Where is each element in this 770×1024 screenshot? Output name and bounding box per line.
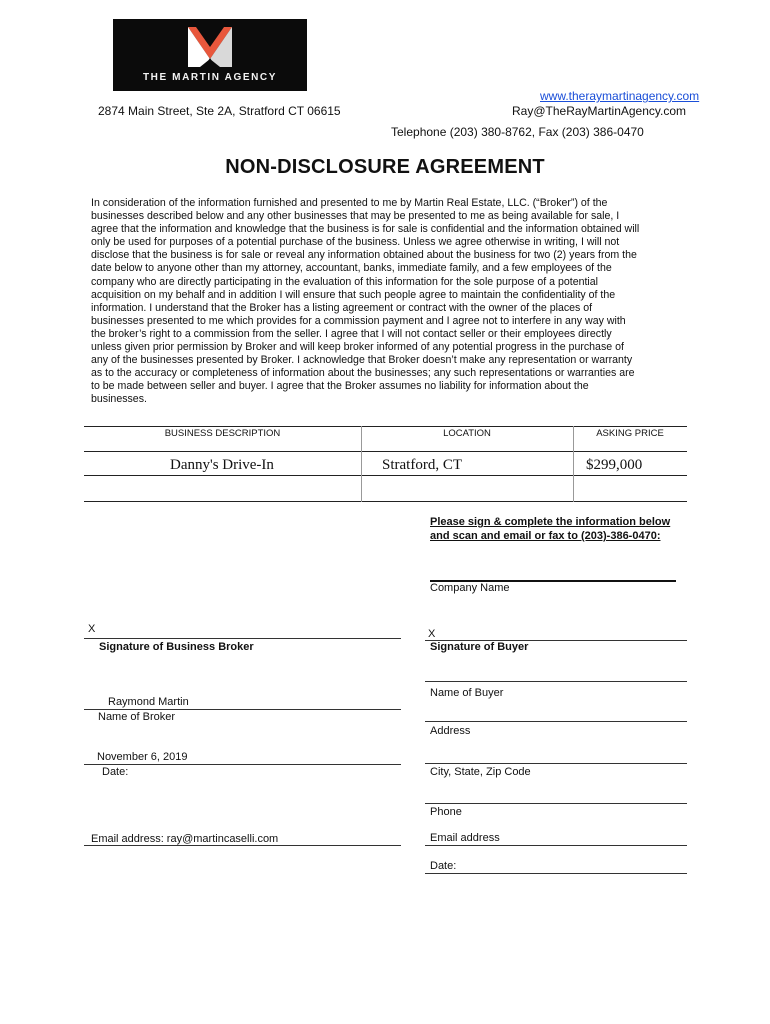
agreement-line: businesses described below and any other businesses that may be presented to me as being available for sale, I bbox=[91, 210, 620, 223]
column-header-location: LOCATION bbox=[443, 428, 491, 439]
buyer-date-line[interactable] bbox=[425, 873, 687, 874]
broker-email-line bbox=[84, 845, 401, 846]
agreement-text bbox=[91, 197, 685, 407]
buyer-email-line[interactable] bbox=[425, 845, 687, 846]
broker-name-label: Name of Broker bbox=[98, 711, 176, 723]
logo-mark-icon bbox=[186, 25, 234, 69]
buyer-phone-label: Phone bbox=[430, 806, 462, 818]
agreement-line: to be made between seller and buyer. I agree that the Broker assumes no liability for information about the bbox=[91, 380, 589, 393]
agreement-line: disclose that the business is for sale or reveal any information obtained about the business for two (2) years from the bbox=[91, 249, 637, 262]
buyer-name-label: Name of Buyer bbox=[430, 687, 504, 699]
agreement-line: acquisition on my behalf and in addition I will ensure that such people agree to maintain the confidentiality of the bbox=[91, 288, 616, 301]
table-border bbox=[84, 451, 687, 452]
agreement-line: as to the accuracy or completeness of information about the businesses; any such representations or warranties are bbox=[91, 367, 635, 380]
buyer-city-label: City, State, Zip Code bbox=[430, 766, 531, 778]
broker-date-value: November 6, 2019 bbox=[97, 751, 188, 763]
buyer-x-mark: X bbox=[428, 628, 436, 640]
agency-phones: Telephone (203) 380-8762, Fax (203) 386-0470 bbox=[391, 125, 644, 139]
buyer-email-label: Email address bbox=[430, 832, 500, 844]
agreement-line: businesses presented to me which provides for a commission payment and I agree not to interfere in any way with bbox=[91, 314, 626, 327]
agreement-line: agree that the information and knowledge that the business is for sale is confidential and the information obtained will bbox=[91, 223, 640, 236]
agreement-line: In consideration of the information furnished and presented to me by Martin Real Estate, LLC. (“Broker”) of the bbox=[91, 197, 608, 209]
asking-price-cell: $299,000 bbox=[586, 457, 643, 473]
agreement-line: unless given prior permission by Broker and will keep broker informed of any potential progress in the purchase of bbox=[91, 341, 624, 354]
broker-signature-line[interactable] bbox=[84, 638, 401, 639]
table-border bbox=[84, 501, 687, 502]
agreement-line: only be used for purposes of a potential purchase of the business. Unless we agree otherwise in writing, I will not bbox=[91, 236, 620, 249]
table-border bbox=[84, 475, 687, 476]
agreement-line: company who are directly participating in the evaluation of this information for the sole purpose of a potential bbox=[91, 275, 599, 288]
broker-date-line bbox=[84, 764, 401, 765]
buyer-phone-line[interactable] bbox=[425, 803, 687, 804]
business-table bbox=[84, 426, 687, 502]
broker-signature-label: Signature of Business Broker bbox=[99, 641, 254, 653]
broker-email-label: Email address: ray@martincaselli.com bbox=[91, 833, 279, 845]
agency-address: 2874 Main Street, Ste 2A, Stratford CT 06615 bbox=[98, 104, 341, 118]
buyer-city-line[interactable] bbox=[425, 763, 687, 764]
agency-email: Ray@TheRayMartinAgency.com bbox=[512, 104, 687, 118]
page-title: NON-DISCLOSURE AGREEMENT bbox=[225, 156, 545, 178]
broker-name-line bbox=[84, 709, 401, 710]
buyer-date-label: Date: bbox=[430, 860, 457, 872]
column-header-description: BUSINESS DESCRIPTION bbox=[164, 428, 281, 439]
location-cell: Stratford, CT bbox=[382, 457, 462, 473]
agreement-line: information. I understand that the Broker has a listing agreement or contract with the owner of the places of bbox=[91, 301, 593, 314]
logo-text: THE MARTIN AGENCY bbox=[142, 72, 278, 83]
buyer-signature-label: Signature of Buyer bbox=[430, 641, 529, 653]
instructions-line-1: Please sign & complete the information below bbox=[430, 516, 671, 528]
broker-date-label: Date: bbox=[102, 766, 129, 778]
company-name-label: Company Name bbox=[430, 582, 510, 594]
table-border bbox=[84, 426, 687, 427]
broker-x-mark: X bbox=[88, 623, 96, 635]
instructions-line-2: and scan and email or fax to (203)-386-0470: bbox=[430, 530, 661, 542]
business-description-cell: Danny's Drive-In bbox=[170, 457, 274, 473]
website-link[interactable]: www.theraymartinagency.com bbox=[540, 89, 700, 103]
agreement-line: businesses. bbox=[91, 393, 147, 406]
agreement-line: any of the businesses presented by Broker. I acknowledge that Broker doesn’t make any representation or warranty bbox=[91, 354, 633, 367]
buyer-address-line[interactable] bbox=[425, 721, 687, 722]
broker-name-value: Raymond Martin bbox=[108, 696, 189, 708]
agreement-line: the broker’s right to a commission from the seller. I agree that I will not contact seller or their employees directly bbox=[91, 327, 612, 340]
agreement-line: date below to anyone other than my attorney, accountant, banks, immediate family, and a few employees of the bbox=[91, 262, 612, 275]
buyer-name-line[interactable] bbox=[425, 681, 687, 682]
buyer-address-label: Address bbox=[430, 725, 471, 737]
agency-logo bbox=[113, 19, 307, 91]
column-header-price: ASKING PRICE bbox=[596, 428, 664, 439]
